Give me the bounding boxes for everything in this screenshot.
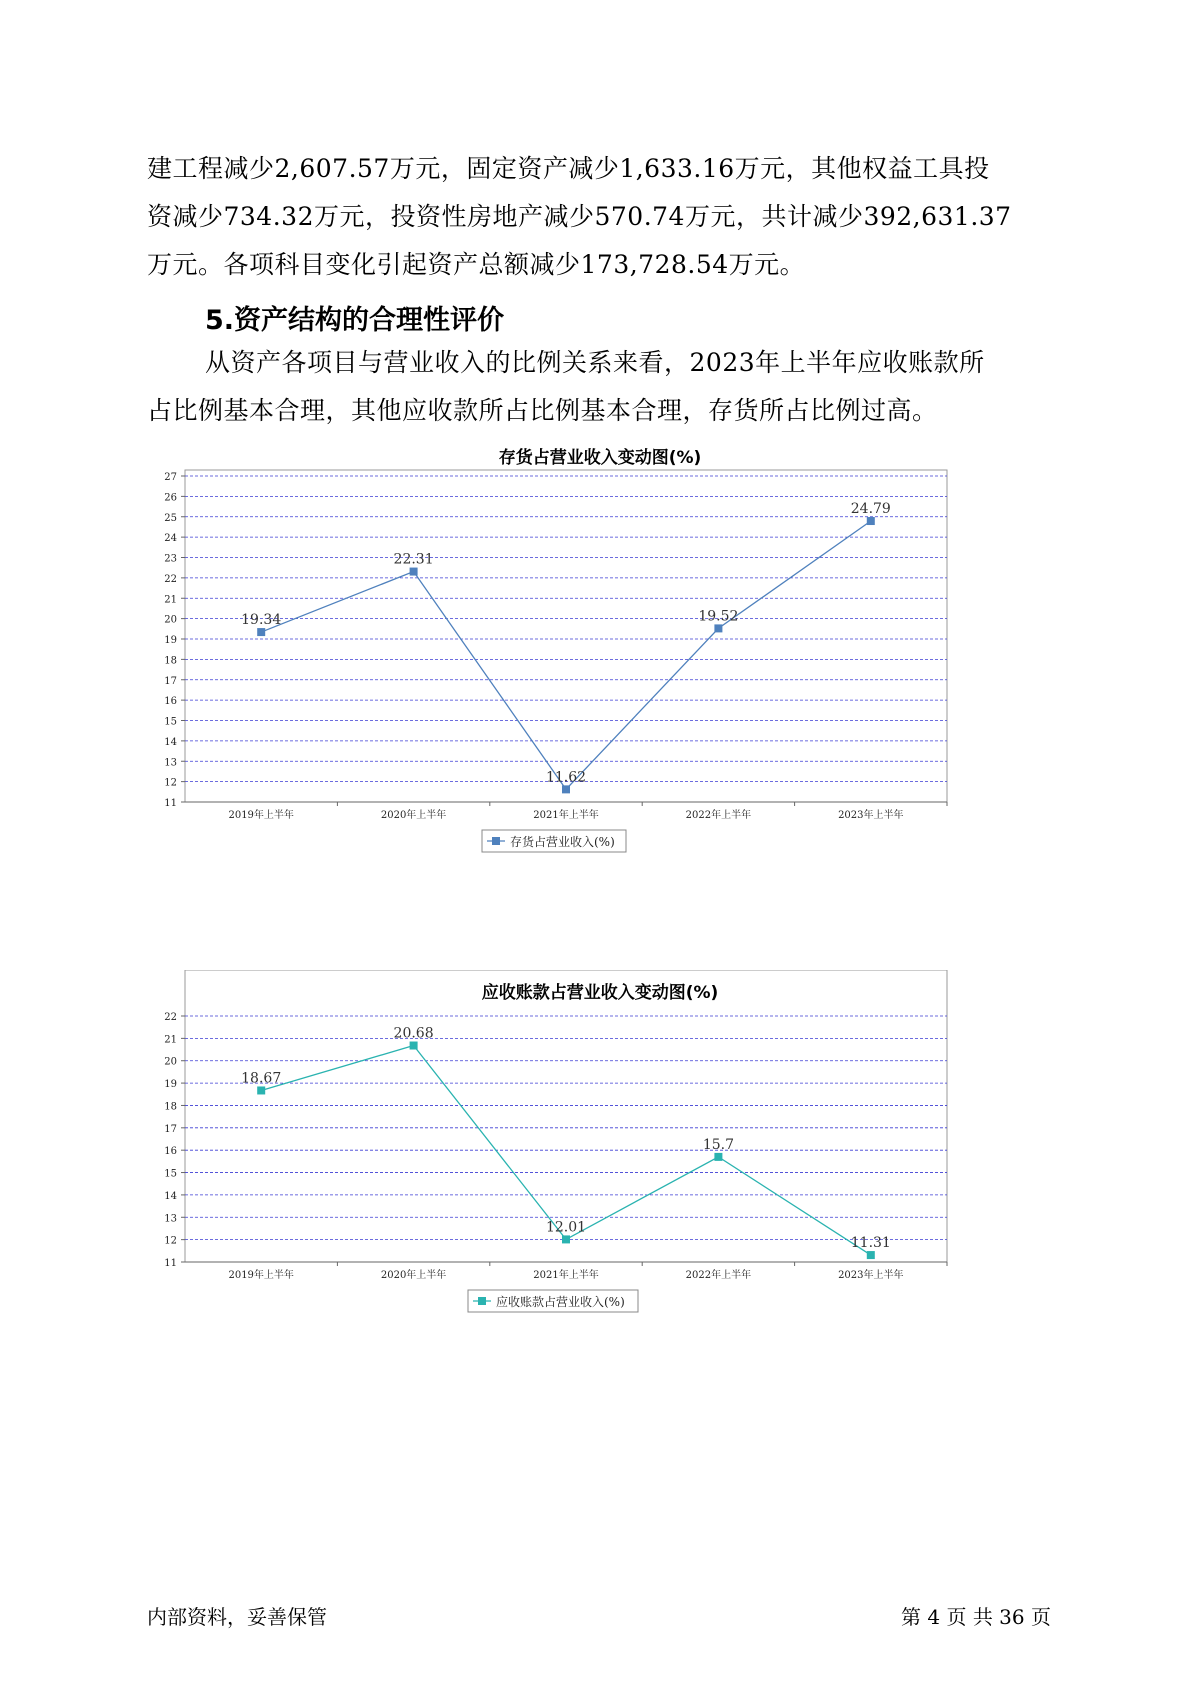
x-tick-label: 2022年上半年 [685,810,752,821]
y-tick-label: 13 [164,1213,177,1225]
y-tick-label: 18 [164,655,177,667]
y-tick-label: 21 [164,594,177,606]
x-tick-label: 2022年上半年 [685,1270,752,1281]
y-tick-label: 27 [164,472,177,483]
data-point [257,628,265,636]
section-heading: 5.资产结构的合理性评价 [205,305,505,336]
y-tick-label: 19 [164,635,177,646]
y-tick-label: 11 [164,1258,177,1269]
y-tick-label: 14 [164,736,177,748]
x-tick-label: 2019年上半年 [228,1270,294,1281]
y-tick-label: 11 [164,798,177,809]
data-point [714,624,722,632]
data-label: 19.34 [241,612,282,629]
data-label: 12.01 [545,1219,587,1236]
plot-area [185,970,947,1262]
y-tick-label: 16 [164,696,177,708]
chart-title: 存货占营业收入变动图(%) [498,448,702,468]
chart-title: 应收账款占营业收入变动图(%) [481,983,719,1003]
data-label: 11.62 [545,769,587,786]
y-tick-label: 13 [164,757,177,769]
y-tick-label: 20 [164,614,177,626]
y-tick-label: 20 [164,1056,177,1068]
x-tick-label: 2023年上半年 [838,810,904,821]
legend-label: 存货占营业收入(%) [510,835,615,849]
y-tick-label: 19 [164,1079,177,1091]
data-point [410,568,418,576]
y-tick-label: 22 [164,573,177,585]
paragraph-line: 从资产各项目与营业收入的比例关系来看，2023年上半年应收账款所 [205,348,985,377]
paragraph-line: 资减少734.32万元，投资性房地产减少570.74万元，共计减少392,631.37 [147,202,1012,231]
paragraph-line: 占比例基本合理，其他应收款所占比例基本合理，存货所占比例过高。 [147,396,938,425]
data-point [714,1153,722,1161]
data-point [867,1251,875,1259]
y-tick-label: 12 [164,1235,177,1247]
data-point [257,1086,265,1094]
y-tick-label: 21 [164,1034,177,1046]
y-tick-label: 18 [164,1101,177,1113]
page-number: 第 4 页 共 36 页 [901,1605,1051,1629]
x-tick-label: 2019年上半年 [228,810,294,821]
paragraph-line: 万元。各项科目变化引起资产总额减少173,728.54万元。 [147,250,806,279]
series-line [261,521,871,789]
y-tick-label: 26 [164,492,177,504]
receivables-chart [150,970,1050,1400]
x-tick-label: 2020年上半年 [380,810,447,821]
data-label: 24.79 [850,501,891,518]
x-tick-label: 2023年上半年 [838,1270,904,1281]
data-label: 11.31 [850,1235,891,1252]
data-label: 19.52 [698,608,739,625]
data-point [562,1235,570,1243]
footer-note: 内部资料，妥善保管 [147,1605,327,1629]
y-tick-label: 14 [164,1190,177,1202]
receivables-chart-svg [150,970,1050,1400]
y-tick-label: 23 [164,553,177,565]
y-tick-label: 17 [164,675,177,687]
data-point [867,517,875,525]
legend [482,830,626,852]
data-label: 15.7 [702,1136,734,1153]
x-tick-label: 2020年上半年 [380,1270,447,1281]
legend-marker [492,837,500,845]
y-tick-label: 15 [164,716,177,728]
y-tick-label: 22 [164,1012,177,1023]
y-tick-label: 12 [164,777,177,789]
y-tick-label: 25 [164,512,177,524]
legend [468,1290,638,1312]
data-label: 22.31 [393,551,434,568]
y-tick-label: 16 [164,1146,177,1158]
x-tick-label: 2021年上半年 [533,1270,599,1281]
y-tick-label: 17 [164,1123,177,1135]
x-tick-label: 2021年上半年 [533,810,599,821]
y-tick-label: 15 [164,1168,177,1180]
inventory-chart-svg [150,440,1050,870]
data-label: 20.68 [393,1025,434,1042]
data-point [562,785,570,793]
paragraph-line: 建工程减少2,607.57万元，固定资产减少1,633.16万元，其他权益工具投 [147,154,990,183]
legend-marker [478,1297,486,1305]
inventory-chart [150,440,1050,870]
legend-label: 应收账款占营业收入(%) [496,1295,625,1309]
data-label: 18.67 [241,1070,282,1087]
plot-area [185,470,947,802]
y-tick-label: 24 [164,533,177,545]
data-point [410,1042,418,1050]
